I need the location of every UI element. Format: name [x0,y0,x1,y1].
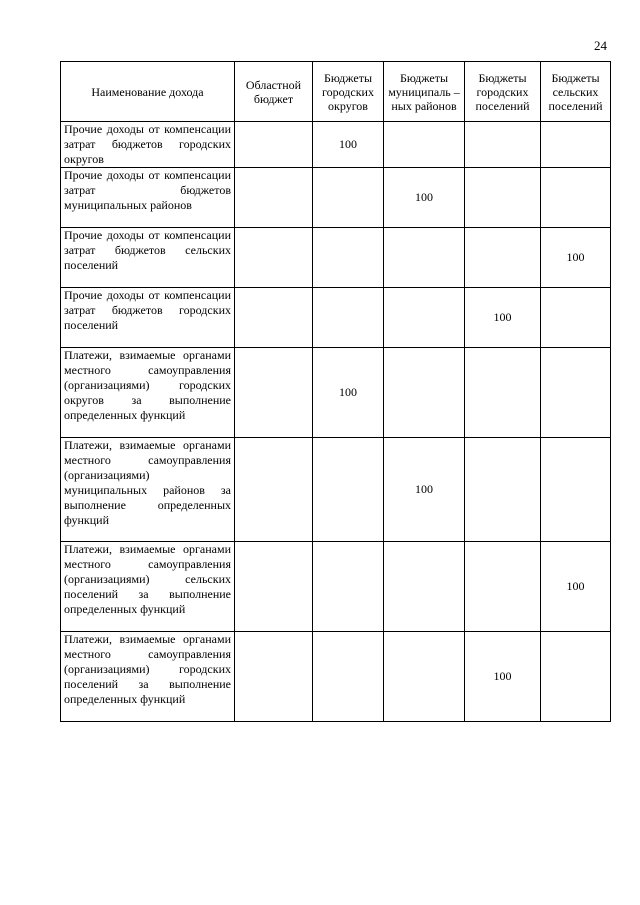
value-cell [465,542,541,632]
table-header-row [61,62,611,122]
value-cell [541,438,611,542]
value-cell [313,438,384,542]
value-cell [465,228,541,288]
value-cell [313,632,384,722]
value-cell [235,168,313,228]
value-cell [384,122,465,168]
value-cell [465,168,541,228]
header-income-name: Наименование дохода [61,62,235,122]
value-cell: 100 [384,438,465,542]
income-name-cell: Платежи, взимаемые органами местного самоуправления (организациями) городских округов за выполнение определенных функций [61,348,235,438]
value-cell [313,228,384,288]
income-name-cell: Платежи, взимаемые органами местного самоуправления (организациями) сельских поселений за выполнение определенных функций [61,542,235,632]
value-cell [541,288,611,348]
value-cell [313,542,384,632]
table-row [61,228,611,288]
value-cell [541,122,611,168]
value-cell: 100 [465,288,541,348]
income-name-cell: Прочие доходы от компенсации затрат бюджетов сельских поселений [61,228,235,288]
value-cell: 100 [384,168,465,228]
income-name-cell: Платежи, взимаемые органами местного самоуправления (организациями) муниципальных районов за выполнение определенных функций [61,438,235,542]
value-cell [384,632,465,722]
value-cell [313,168,384,228]
value-cell [235,122,313,168]
value-cell [541,348,611,438]
table-row [61,288,611,348]
value-cell [384,288,465,348]
income-name-cell: Платежи, взимаемые органами местного самоуправления (организациями) городских поселений за выполнение определенных функций [61,632,235,722]
header-rural-settlement-budgets: Бюджеты сельских поселений [541,62,611,122]
header-city-district-budgets: Бюджеты городских округов [313,62,384,122]
table-row [61,632,611,722]
value-cell [235,348,313,438]
value-cell [384,542,465,632]
value-cell [384,228,465,288]
table-row [61,168,611,228]
value-cell: 100 [313,122,384,168]
table-row [61,438,611,542]
income-name-cell: Прочие доходы от компенсации затрат бюджетов городских поселений [61,288,235,348]
value-cell [235,228,313,288]
revenue-distribution-table [60,61,611,722]
value-cell: 100 [465,632,541,722]
value-cell [465,348,541,438]
header-urban-settlement-budgets: Бюджеты городских поселений [465,62,541,122]
income-name-cell: Прочие доходы от компенсации затрат бюджетов муниципальных районов [61,168,235,228]
value-cell [384,348,465,438]
value-cell [313,288,384,348]
value-cell [465,438,541,542]
table-row [61,542,611,632]
value-cell [235,632,313,722]
value-cell: 100 [313,348,384,438]
value-cell [235,542,313,632]
value-cell [465,122,541,168]
value-cell [541,168,611,228]
table-row [61,348,611,438]
value-cell: 100 [541,542,611,632]
value-cell [235,288,313,348]
page-number: 24 [594,38,607,53]
value-cell [541,632,611,722]
value-cell [235,438,313,542]
value-cell: 100 [541,228,611,288]
table-row [61,122,611,168]
header-municipal-district-budgets: Бюджеты муниципаль –ных районов [384,62,465,122]
header-regional-budget: Областной бюджет [235,62,313,122]
income-name-cell: Прочие доходы от компенсации затрат бюджетов городских округов [61,122,235,168]
